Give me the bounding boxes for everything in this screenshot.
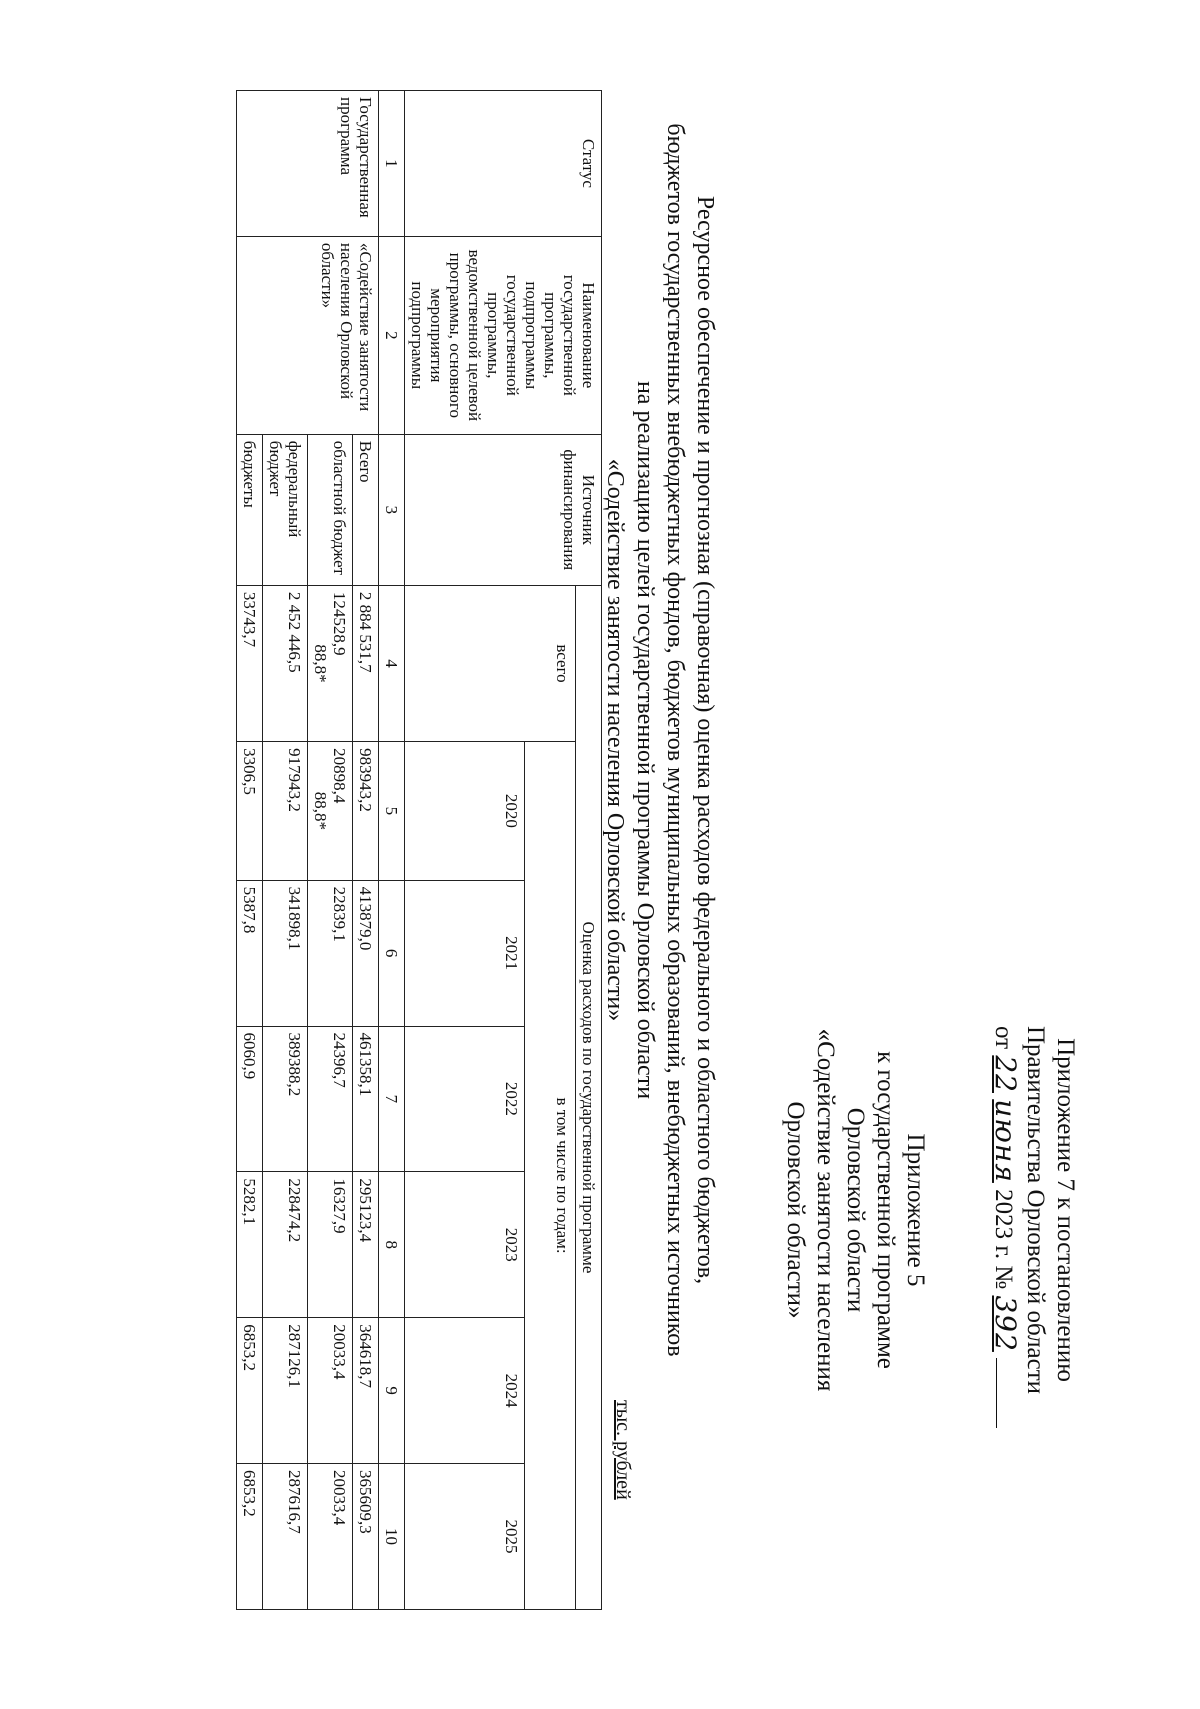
- col-number: 6: [379, 880, 405, 1026]
- source-cell: областной бюджет: [308, 434, 353, 585]
- program-name-cell: «Содействие занятости населения Орловской области»: [237, 236, 379, 434]
- col-number: 9: [379, 1318, 405, 1464]
- header-source: Источник финансирования: [405, 434, 602, 585]
- header-year-2021: 2021: [405, 880, 525, 1026]
- col-number: 8: [379, 1172, 405, 1318]
- value-2020: [308, 742, 353, 881]
- col-number: 1: [379, 91, 405, 237]
- table-row: [353, 91, 379, 1610]
- appendix-7-header: [988, 930, 1080, 1490]
- value-2022: 6060,9: [237, 1026, 263, 1172]
- appendix-7-date-line: [988, 930, 1020, 1490]
- value-2020-note: 88,8*: [311, 791, 330, 830]
- value-2023: 295123,4: [353, 1172, 379, 1318]
- total-value: 124528,9: [330, 591, 349, 656]
- value-2025: 20033,4: [308, 1464, 353, 1610]
- value-2025: 287616,7: [263, 1464, 308, 1610]
- appendix-5-line4: «Содействие занятости населения: [812, 1028, 839, 1392]
- appendix-5-line3: Орловской области: [842, 1107, 869, 1313]
- units-label: тыс. рублей: [612, 1400, 634, 1500]
- title-line4: «Содействие занятости населения Орловской области»: [602, 458, 628, 1022]
- value-2021: 5387,8: [237, 880, 263, 1026]
- total-cell: [308, 585, 353, 741]
- appendix-5-line5: Орловской области»: [782, 1101, 809, 1319]
- value-2020: 3306,5: [237, 742, 263, 881]
- value-2021: 341898,1: [263, 880, 308, 1026]
- value-2025: 365609,3: [353, 1464, 379, 1610]
- value-2024: 20033,4: [308, 1318, 353, 1464]
- appendix-5-header: [780, 900, 930, 1520]
- handwritten-month: июня: [989, 1099, 1022, 1183]
- value-2021: 413879,0: [353, 880, 379, 1026]
- document-title: [600, 40, 720, 1440]
- total-note: 88,8*: [311, 644, 330, 683]
- value-2020: 917943,2: [263, 742, 308, 881]
- value-2024: 364618,7: [353, 1318, 379, 1464]
- column-number-row: [379, 91, 405, 1610]
- source-cell: федеральный бюджет: [263, 434, 308, 585]
- value-2023: 228474,2: [263, 1172, 308, 1318]
- from-label: от: [990, 1026, 1017, 1050]
- status-cell: Государственная программа: [237, 91, 379, 237]
- value-2024: 287126,1: [263, 1318, 308, 1464]
- appendix-5-line2: к государственной программе: [872, 1051, 899, 1369]
- number-underline: [996, 1358, 997, 1428]
- value-2023: 16327,9: [308, 1172, 353, 1318]
- appendix-7-line1: Приложение 7 к постановлению: [1052, 1038, 1079, 1382]
- handwritten-number: 392: [989, 1295, 1022, 1352]
- value-2020-main: 20898,4: [330, 748, 349, 804]
- total-cell: 2 452 446,5: [263, 585, 308, 741]
- header-estimate: Оценка расходов по государственной программе: [576, 585, 602, 1609]
- value-2021: 22839,1: [308, 880, 353, 1026]
- source-cell: Всего: [353, 434, 379, 585]
- col-number: 5: [379, 742, 405, 881]
- header-year-2020: 2020: [405, 742, 525, 881]
- resource-table: [236, 90, 602, 1610]
- value-2024: 6853,2: [237, 1318, 263, 1464]
- col-number: 2: [379, 236, 405, 434]
- header-year-2022: 2022: [405, 1026, 525, 1172]
- value-2020: 983943,2: [353, 742, 379, 881]
- col-number: 3: [379, 434, 405, 585]
- header-year-2024: 2024: [405, 1318, 525, 1464]
- value-2023: 5282,1: [237, 1172, 263, 1318]
- year-label: 2023 г. №: [990, 1189, 1017, 1290]
- header-status: Статус: [405, 91, 602, 237]
- col-number: 4: [379, 585, 405, 741]
- value-2022: 461358,1: [353, 1026, 379, 1172]
- value-2022: 389388,2: [263, 1026, 308, 1172]
- source-cell: бюджеты: [237, 434, 263, 585]
- title-line2: бюджетов государственных внебюджетных фондов, бюджетов муниципальных образований, внебюджетных источников: [662, 123, 688, 1357]
- header-total: всего: [405, 585, 576, 741]
- header-name: Наименование государственной программы, подпрограммы государственной программы, ведомственной целевой программы, основного мероприятия подпрограммы: [405, 236, 602, 434]
- col-number: 10: [379, 1464, 405, 1610]
- title-line3: на реализацию целей государственной программы Орловской области: [632, 380, 658, 1100]
- total-cell: 2 884 531,7: [353, 585, 379, 741]
- header-year-2023: 2023: [405, 1172, 525, 1318]
- header-year-2025: 2025: [405, 1464, 525, 1610]
- col-number: 7: [379, 1026, 405, 1172]
- title-line1: Ресурсное обеспечение и прогнозная (справочная) оценка расходов федерального и областного бюджетов,: [692, 195, 718, 1285]
- appendix-7-line2: Правительства Орловской области: [1022, 1025, 1049, 1395]
- header-by-years: в том числе по годам:: [525, 742, 576, 1610]
- value-2025: 6853,2: [237, 1464, 263, 1610]
- value-2022: 24396,7: [308, 1026, 353, 1172]
- handwritten-day: 22: [989, 1055, 1022, 1093]
- appendix-5-line1: Приложение 5: [902, 1133, 929, 1287]
- total-cell: 33743,7: [237, 585, 263, 741]
